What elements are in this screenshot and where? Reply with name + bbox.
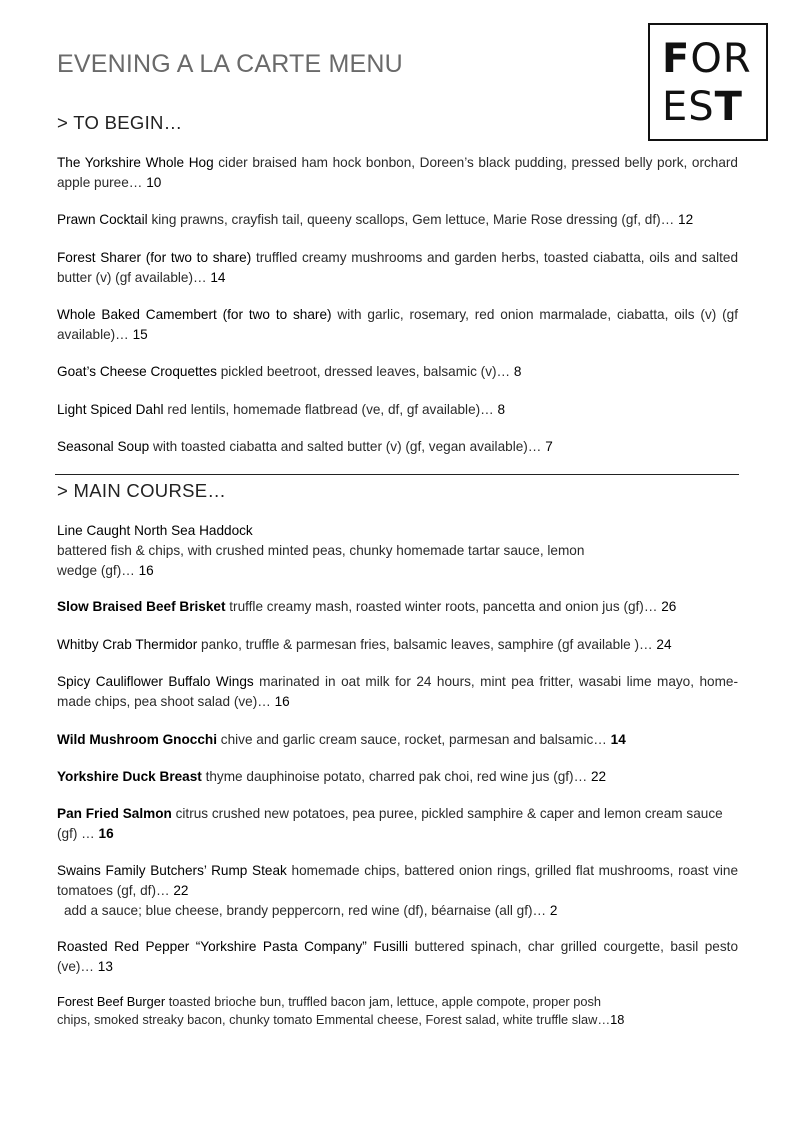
menu-item: Prawn Cocktail king prawns, crayfish tail, queeny scallops, Gem lettuce, Marie Rose dressing (gf, df)… 12 bbox=[57, 212, 694, 227]
menu-item: Goat’s Cheese Croquettes pickled beetroot, dressed leaves, balsamic (v)… 8 bbox=[57, 364, 522, 379]
menu-item: Swains Family Butchers’ Rump Steak homemade chips, battered onion rings, grilled flat mushrooms, roast vine tomatoes (gf, df)… 22 add a sauce; blue cheese, brandy peppercorn, red wine (df), béarnaise (all gf)… 2 bbox=[57, 863, 739, 918]
menu-item: Light Spiced Dahl red lentils, homemade flatbread (ve, df, gf available)… 8 bbox=[57, 402, 506, 417]
menu-item: Slow Braised Beef Brisket truffle creamy mash, roasted winter roots, pancetta and onion jus (gf)… 26 bbox=[57, 599, 677, 614]
menu-item: Wild Mushroom Gnocchi chive and garlic cream sauce, rocket, parmesan and balsamic… 14 bbox=[57, 732, 626, 747]
menu-item: Pan Fried Salmon citrus crushed new potatoes, pea puree, pickled samphire & caper and lemon cream sauce (gf) … 16 bbox=[57, 806, 723, 841]
section-title-mains: > MAIN COURSE… bbox=[57, 480, 227, 501]
logo-line-bottom: EST bbox=[662, 84, 743, 130]
forest-logo bbox=[648, 23, 768, 141]
menu-item: Line Caught North Sea Haddock battered fish & chips, with crushed minted peas, chunky homemade tartar sauce, lemon wedge (gf)… 16 bbox=[57, 523, 585, 578]
menu-item: Forest Beef Burger toasted brioche bun, truffled bacon jam, lettuce, apple compote, proper posh chips, smoked streaky bacon, chunky tomato Emmental cheese, Forest salad, white truffle slaw…18 bbox=[57, 994, 625, 1027]
menu-item: Roasted Red Pepper “Yorkshire Pasta Company” Fusilli buttered spinach, char grilled courgette, basil pesto (ve)… 13 bbox=[57, 939, 738, 974]
menu-item: Yorkshire Duck Breast thyme dauphinoise potato, charred pak choi, red wine jus (gf)… 22 bbox=[57, 769, 607, 784]
menu-item: Forest Sharer (for two to share) truffled creamy mushrooms and garden herbs, toasted ciabatta, oils and salted butter (v) (gf available)… 14 bbox=[57, 250, 739, 285]
section-divider bbox=[55, 474, 739, 475]
menu-item: Whitby Crab Thermidor panko, truffle & parmesan fries, balsamic leaves, samphire (gf available )… 24 bbox=[57, 637, 672, 652]
menu-item: Spicy Cauliflower Buffalo Wings marinated in oat milk for 24 hours, mint pea fritter, wasabi lime mayo, home-made chips, pea shoot salad (ve)… 16 bbox=[57, 674, 739, 709]
menu-item: Whole Baked Camembert (for two to share) with garlic, rosemary, red onion marmalade, ciabatta, oils (v) (gf available)… 15 bbox=[57, 307, 738, 342]
logo-line-top: FOR bbox=[662, 36, 752, 82]
page-title: EVENING A LA CARTE MENU bbox=[57, 50, 403, 78]
menu-item: The Yorkshire Whole Hog cider braised ham hock bonbon, Doreen’s black pudding, pressed belly pork, orchard apple puree… 10 bbox=[57, 155, 738, 190]
menu-item: Seasonal Soup with toasted ciabatta and salted butter (v) (gf, vegan available)… 7 bbox=[57, 439, 553, 454]
section-title-starters: > TO BEGIN… bbox=[57, 112, 183, 133]
